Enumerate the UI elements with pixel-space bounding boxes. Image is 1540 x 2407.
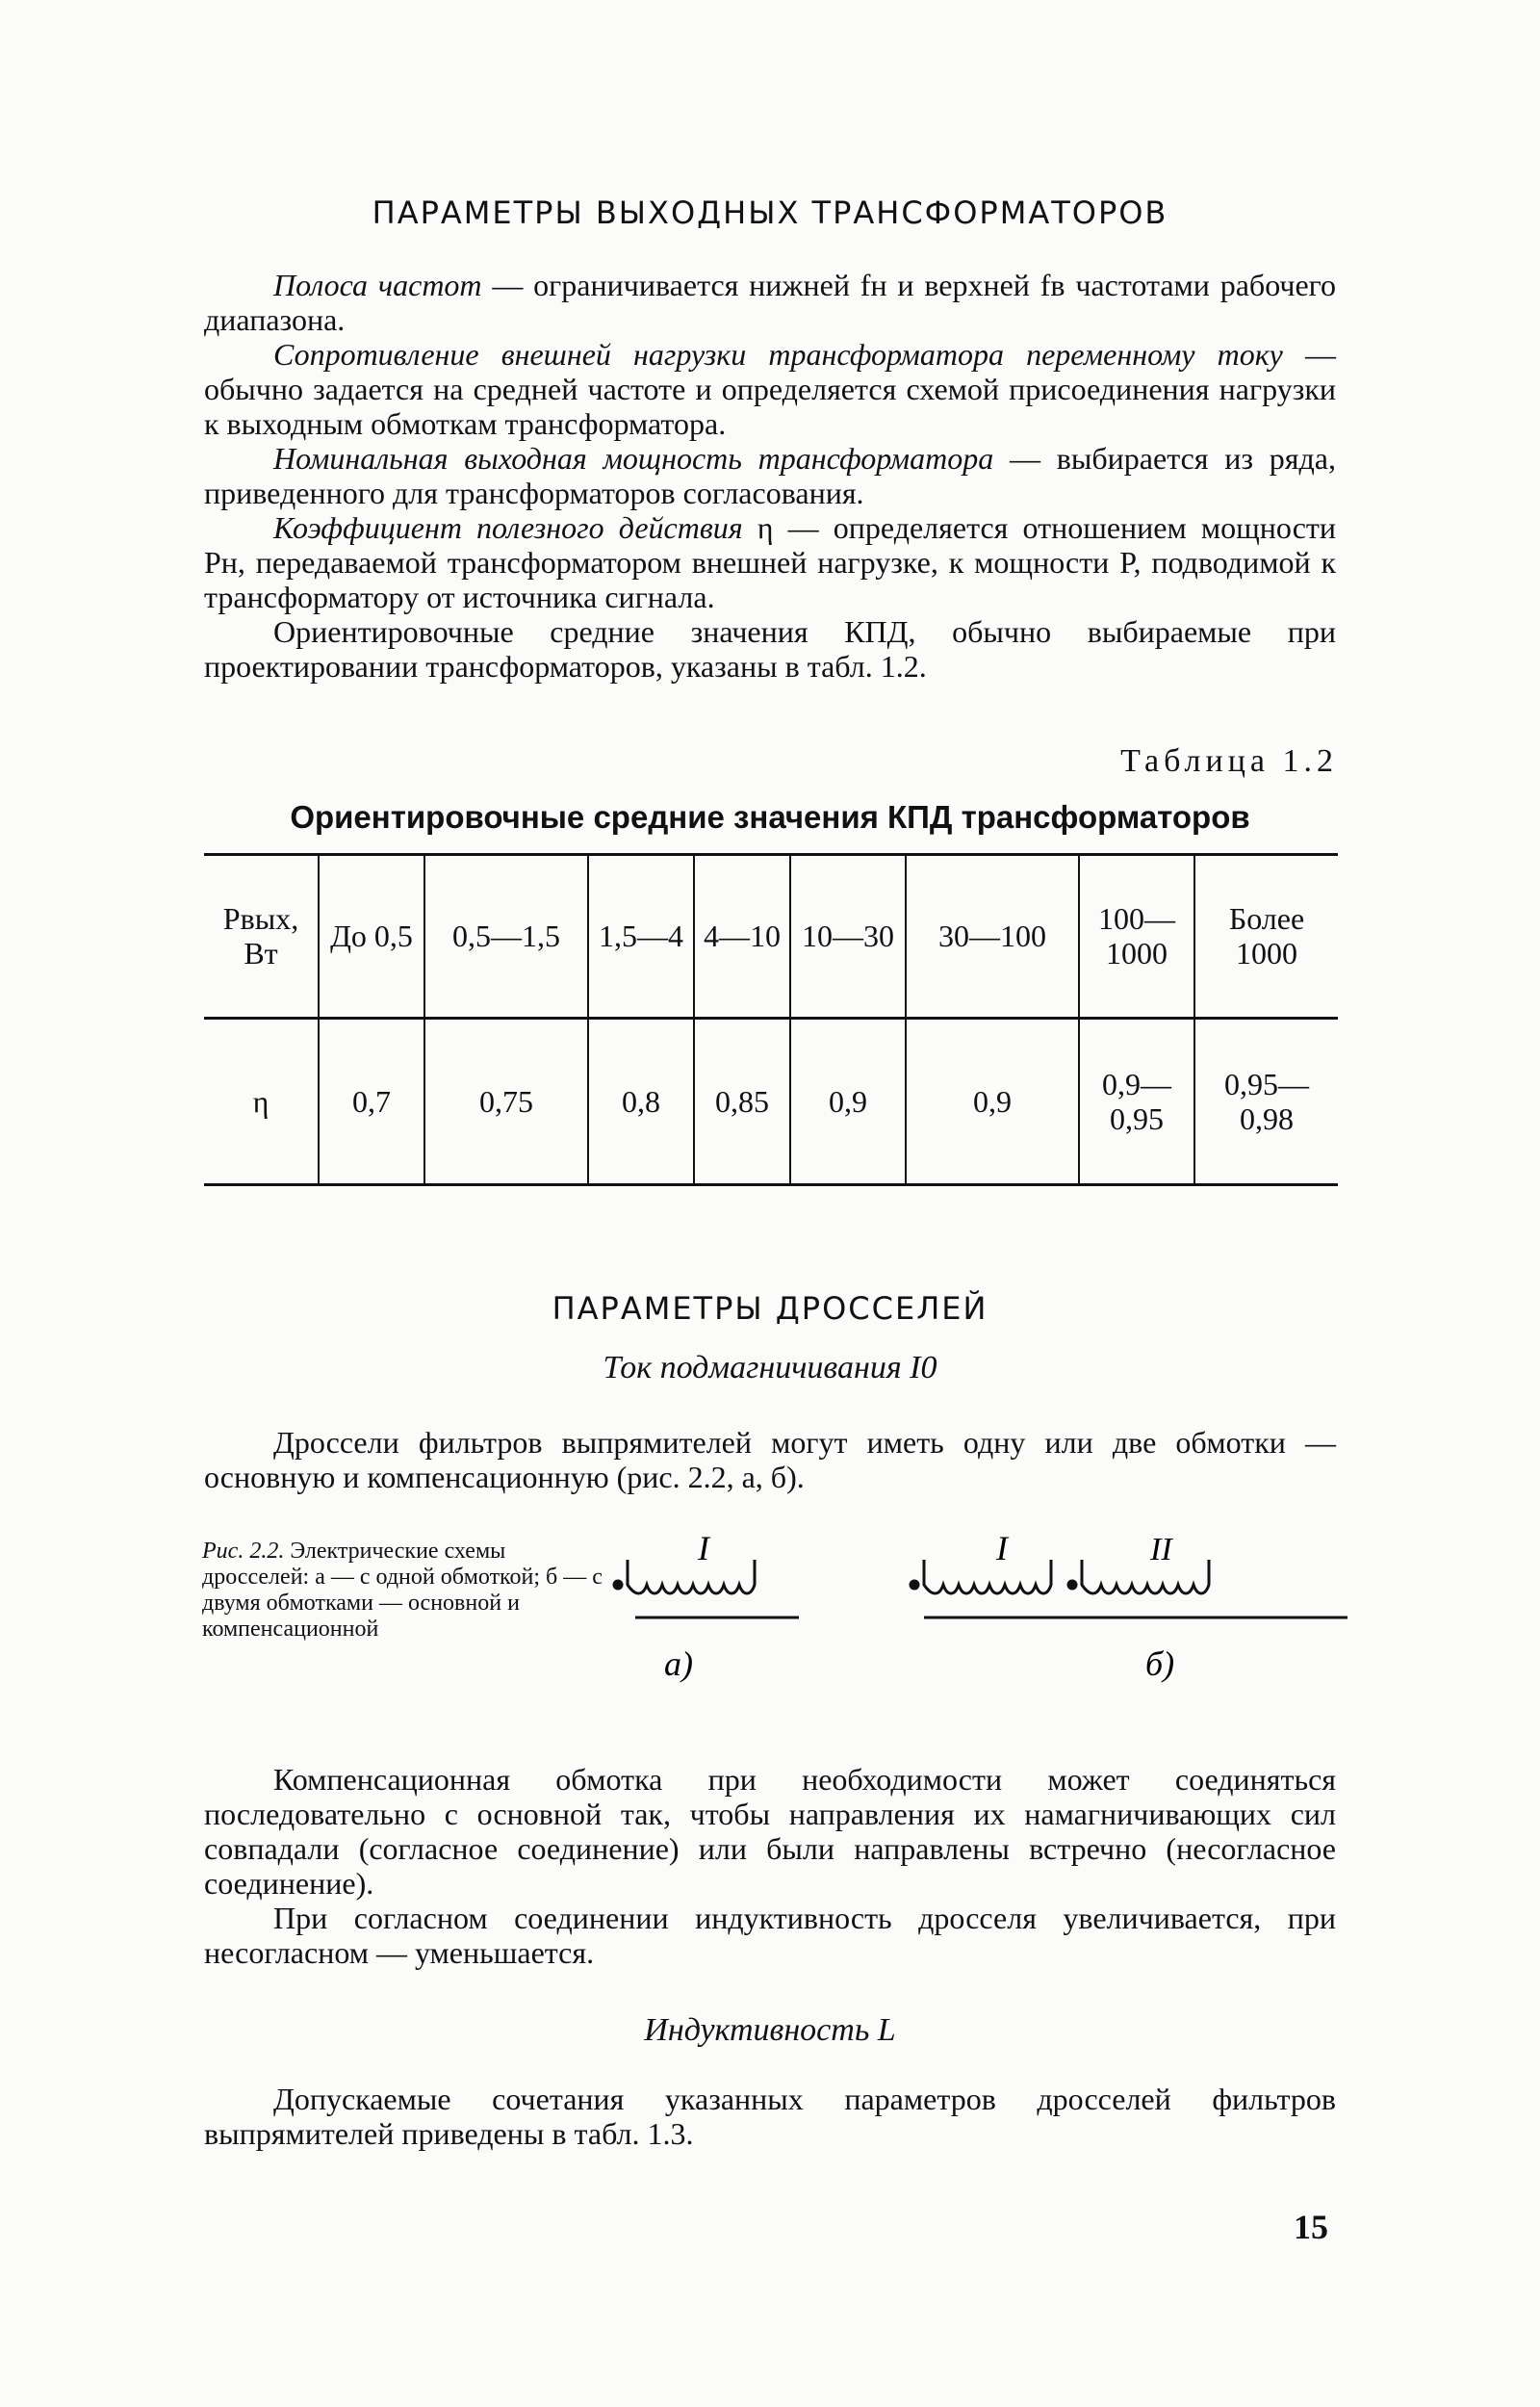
terminal-dot <box>1068 1581 1076 1589</box>
winding-I-label-b: I <box>996 1531 1008 1567</box>
subheading-inductance: Индуктивность L <box>644 2012 896 2048</box>
table-cell: 0,5—1,5 <box>424 855 588 1019</box>
table-caption: Ориентировочные средние значения КПД трансформаторов <box>290 799 1250 835</box>
table-cell: 0,9 <box>906 1019 1079 1184</box>
table-header-row <box>204 855 1338 1019</box>
winding-II-label: II <box>1150 1532 1172 1567</box>
table-cell: 0,8 <box>588 1019 694 1184</box>
paragraph-inductance-change: При согласном соединении индуктивность дросселя увеличивается, при несогласном — уменьшается. <box>204 1901 1336 1970</box>
table-cell: 100—1000 <box>1079 855 1194 1019</box>
table-cell: 10—30 <box>790 855 906 1019</box>
table-cell: До 0,5 <box>319 855 424 1019</box>
table-cell: 30—100 <box>906 855 1079 1019</box>
paragraph-allowed-combinations: Допускаемые сочетания указанных параметров дросселей фильтров выпрямителей приведены в табл. 1.3. <box>204 2082 1336 2151</box>
table-cell: 0,95—0,98 <box>1194 1019 1338 1184</box>
table-cell: Pвых, Вт <box>204 855 319 1019</box>
table-cell: 1,5—4 <box>588 855 694 1019</box>
paragraph-load-resistance: Сопротивление внешней нагрузки трансформатора переменному току — обычно задается на средней частоте и определяется схемой присоединения нагрузки к выходным обмоткам трансформатора. <box>204 337 1337 441</box>
subheading-bias-current: Ток подмагничивания I0 <box>603 1350 937 1385</box>
compensation-winding-coil <box>1082 1560 1209 1593</box>
double-winding-diagram <box>911 1560 1348 1618</box>
paragraph-frequency-band: Полоса частот — ограничивается нижней fн и верхней fв частотами рабочего диапазона. <box>204 268 1337 337</box>
figure-label-b: б) <box>1145 1644 1175 1683</box>
winding-coil <box>628 1560 755 1593</box>
table-bottom-rule <box>204 1183 1338 1186</box>
table-data-row <box>204 1019 1338 1184</box>
winding-I-label-a: I <box>698 1531 709 1567</box>
chokes-connection-text <box>204 1762 1336 1970</box>
table-label: Таблица 1.2 <box>1120 743 1338 779</box>
table-cell: η <box>252 1084 270 1119</box>
efficiency-table <box>204 855 1338 1183</box>
figure-caption: Рис. 2.2. Электрические схемы дросселей: а — с одной обмоткой; б — с двумя обмотками — основной и компенсационной <box>202 1539 603 1642</box>
table-cell: 0,85 <box>694 1019 790 1184</box>
paragraph-windings: Дроссели фильтров выпрямителей могут иметь одну или две обмотки — основную и компенсационную (рис. 2.2, а, б). <box>204 1425 1336 1494</box>
terminal-dot <box>614 1581 622 1589</box>
paragraph-rated-power: Номинальная выходная мощность трансформатора — выбирается из ряда, приведенного для трансформаторов согласования. <box>204 441 1337 510</box>
table-cell: 0,7 <box>319 1019 424 1184</box>
chokes-intro-text <box>204 1425 1336 1494</box>
table-cell: 0,75 <box>424 1019 588 1184</box>
single-winding-diagram <box>614 1560 799 1618</box>
table-cell: 4—10 <box>694 855 790 1019</box>
chokes-combinations-text <box>204 2082 1336 2151</box>
table-cell: 0,9—0,95 <box>1079 1019 1194 1184</box>
paragraph-efficiency: Коэффициент полезного действия η — определяется отношением мощности Pн, передаваемой трансформатором внешней нагрузке, к мощности P, подводимой к трансформатору от источника сигнала. <box>204 510 1337 614</box>
main-winding-coil <box>924 1560 1051 1593</box>
figure-label-a: а) <box>664 1644 693 1683</box>
transformer-parameters-text <box>204 268 1336 684</box>
section-heading-transformers: ПАРАМЕТРЫ ВЫХОДНЫХ ТРАНСФОРМАТОРОВ <box>372 194 1168 231</box>
table-cell: 0,9 <box>790 1019 906 1184</box>
section-heading-chokes: ПАРАМЕТРЫ ДРОССЕЛЕЙ <box>552 1290 988 1327</box>
page-number: 15 <box>1294 2208 1328 2246</box>
paragraph-efficiency-values: Ориентировочные средние значения КПД, обычно выбираемые при проектировании трансформаторов, указаны в табл. 1.2. <box>204 614 1336 684</box>
table-cell: Более 1000 <box>1194 855 1338 1019</box>
choke-circuit-diagrams <box>606 1531 1357 1695</box>
paragraph-compensation-winding: Компенсационная обмотка при необходимости может соединяться последовательно с основной так, чтобы направления их намагничивающих сил совпадали (согласное соединение) или были направлены встречно (несогласное соединение). <box>204 1762 1336 1901</box>
terminal-dot <box>911 1581 918 1589</box>
